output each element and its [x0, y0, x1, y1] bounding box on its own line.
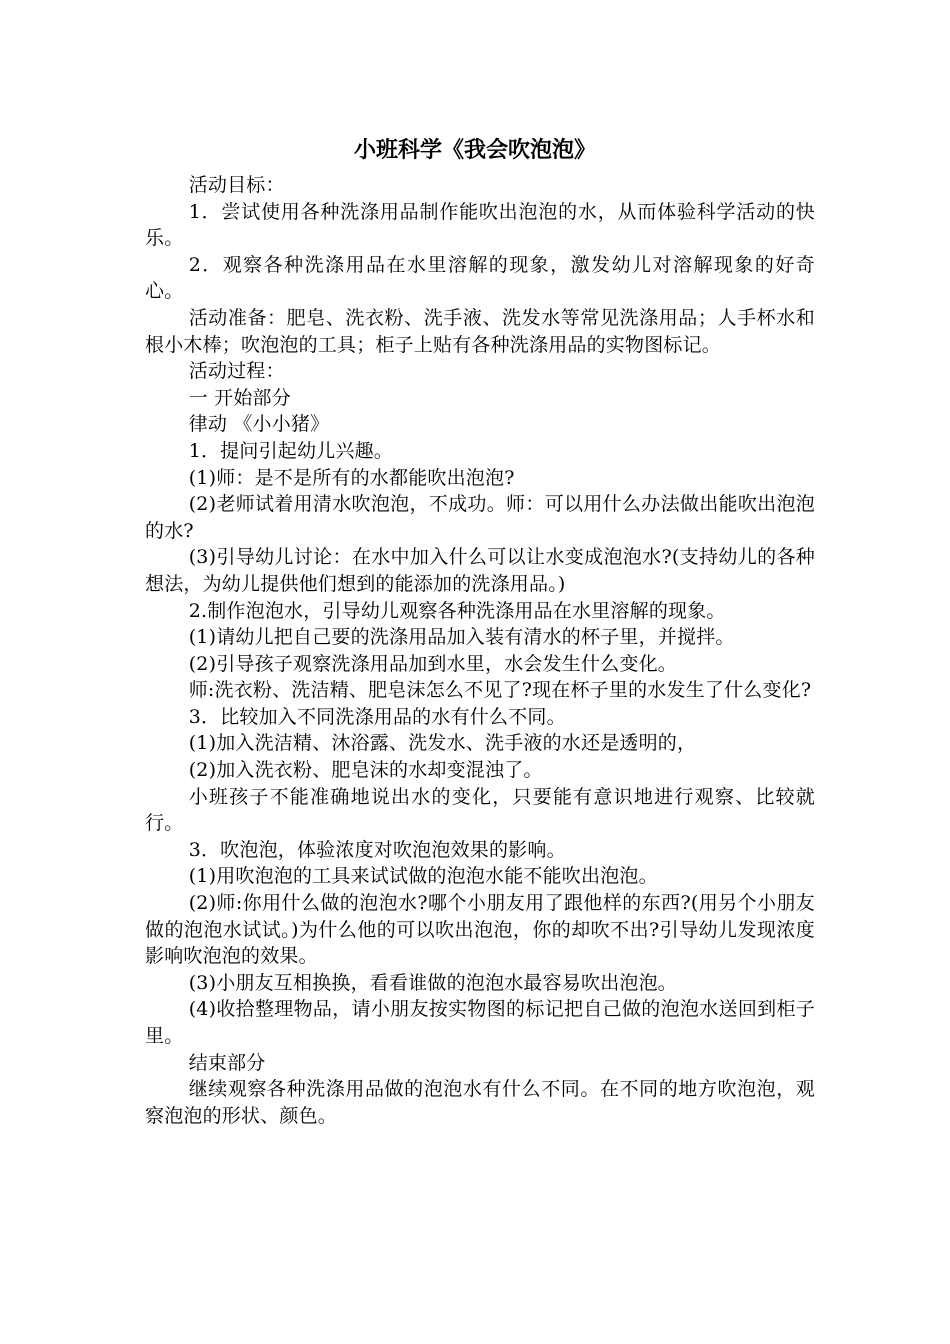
- paragraph: 2．观察各种洗涤用品在水里溶解的现象，激发幼儿对溶解现象的好奇心。: [145, 253, 815, 303]
- paragraph: 小班孩子不能准确地说出水的变化，只要能有意识地进行观察、比较就行。: [145, 785, 815, 835]
- paragraph: (1)加入洗洁精、沐浴露、洗发水、洗手液的水还是透明的，: [188, 732, 697, 755]
- document-title: 小班科学《我会吹泡泡》: [353, 137, 596, 163]
- paragraph: (1)用吹泡泡的工具来试试做的泡泡水能不能吹出泡泡。: [188, 865, 658, 888]
- paragraph: (2)师:你用什么做的泡泡水?哪个小朋友用了跟他样的东西?(用另个小朋友做的泡泡水试试。)为什么他的可以吹出泡泡，你的却吹不出?引导幼儿发现浓度影响吹泡泡的效果。: [145, 892, 815, 968]
- paragraph: 师:洗衣粉、洗洁精、肥皂沫怎么不见了?现在杯子里的水发生了什么变化?: [188, 679, 812, 702]
- paragraph: 2.制作泡泡水，引导幼儿观察各种洗涤用品在水里溶解的现象。: [188, 599, 726, 622]
- paragraph: 3．比较加入不同洗涤用品的水有什么不同。: [188, 705, 566, 728]
- paragraph: 继续观察各种洗涤用品做的泡泡水有什么不同。在不同的地方吹泡泡，观察泡泡的形状、颜色。: [145, 1078, 815, 1127]
- document-body: [145, 172, 815, 1129]
- paragraph: 活动准备：肥皂、洗衣粉、洗手液、洗发水等常见洗涤用品；人手杯水和根小木棒；吹泡泡的工具；柜子上贴有各种洗涤用品的实物图标记。: [145, 306, 815, 356]
- paragraph: 活动过程：: [188, 360, 285, 383]
- paragraph: (3)引导幼儿讨论：在水中加入什么可以让水变成泡泡水?(支持幼儿的各种想法，为幼儿提供他们想到的能添加的洗涤用品。): [145, 546, 815, 595]
- paragraph: (1)师：是不是所有的水都能吹出泡泡?: [188, 466, 515, 489]
- paragraph: (1)请幼儿把自己要的洗涤用品加入装有清水的杯子里，并搅拌。: [188, 626, 735, 649]
- paragraph: 一 开始部分: [188, 386, 291, 409]
- paragraph: (2)老师试着用清水吹泡泡，不成功。师：可以用什么办法做出能吹出泡泡的水?: [145, 493, 815, 542]
- paragraph: 3．吹泡泡，体验浓度对吹泡泡效果的影响。: [188, 838, 566, 861]
- paragraph: (3)小朋友互相换换，看看谁做的泡泡水最容易吹出泡泡。: [188, 971, 678, 994]
- paragraph: 活动目标：: [188, 174, 285, 196]
- paragraph: 1．尝试使用各种洗涤用品制作能吹出泡泡的水，从而体验科学活动的快乐。: [145, 200, 815, 250]
- paragraph: (2)引导孩子观察洗涤用品加到水里，水会发生什么变化。: [188, 652, 678, 675]
- paragraph: (4)收拾整理物品，请小朋友按实物图的标记把自己做的泡泡水送回到柜子里。: [145, 998, 815, 1047]
- paragraph: (2)加入洗衣粉、肥皂沫的水却变混浊了。: [188, 759, 543, 782]
- paragraph: 律动 《小小猪》: [188, 413, 330, 436]
- paragraph: 结束部分: [188, 1051, 266, 1074]
- paragraph: 1．提问引起幼儿兴趣。: [188, 439, 393, 462]
